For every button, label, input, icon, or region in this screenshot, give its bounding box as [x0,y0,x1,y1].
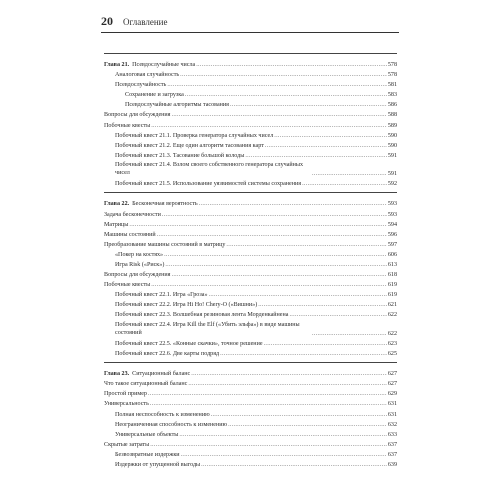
toc-leader-dots [302,181,387,187]
toc-entry-title: Побочный квест 21.4. Взлом своего собственного генератора случайных чисел [115,161,304,177]
toc-chapter-entry [104,367,397,377]
toc-entry-title: Побочный квест 22.2. Игра Hi Ho! Chery-O («Вишни») [115,302,258,309]
toc-entry [104,448,397,458]
toc-leader-dots [151,282,387,288]
toc-leader-dots [188,381,387,387]
toc-entry [104,208,397,218]
toc-page-number: 589 [387,122,397,129]
toc-leader-dots [289,312,386,318]
toc-page-number: 618 [387,272,397,279]
toc-entry-title: Неограниченная способность к изменению [115,421,228,428]
toc-page-number: 613 [387,261,397,268]
toc-chapter-number: Глава 22. [104,201,130,208]
toc-entry-title: Задача бесконечности [104,211,161,218]
toc-page-number: 590 [387,142,397,149]
toc-page-number: 594 [387,221,397,228]
toc-page-number: 623 [387,340,397,347]
toc-entry [104,347,397,357]
toc-entry [104,408,397,418]
toc-entry-title: Побочный квест 21.3. Тасование большой колоды [115,152,245,159]
toc-entry [104,387,397,397]
toc-page-number: 627 [387,381,397,388]
toc-page-number: 597 [387,241,397,248]
toc-chapter-heading [104,201,198,207]
toc-entry-title: Побочный квест 22.1. Игра «Гроза» [115,292,208,299]
toc-entry [104,68,397,78]
toc-page-number: 631 [387,411,397,418]
toc-entry-title: Побочный квест 22.5. «Конные скачки», точное решение [115,340,263,347]
toc-leader-dots [312,171,387,177]
toc-page-number: 619 [387,292,397,299]
toc-page-number: 583 [387,92,397,99]
toc-entry-title: Что такое ситуационный баланс [104,381,188,388]
toc-entry [104,129,397,139]
toc-leader-dots [162,212,387,218]
toc-leader-dots [150,401,387,407]
toc-entry [104,298,397,308]
toc-leader-dots [258,302,387,308]
running-title: Оглавление [123,17,168,27]
toc-chapter-title: Бесконечная вероятность [132,201,198,208]
toc-page-number: 591 [387,152,397,159]
toc-page-number: 629 [387,391,397,398]
toc-leader-dots [211,412,387,418]
toc-entry-title: Побочный квест 21.2. Еще один алгоритм тасования карт [115,142,264,149]
toc-page-number: 596 [387,231,397,238]
toc-page-number: 625 [387,351,397,358]
toc-entry-title: Полная неспособность к изменению [115,411,210,418]
toc-page-number: 631 [387,401,397,408]
chapter-divider [104,192,397,193]
toc-entry-title: Универсальность [104,401,149,408]
toc-entry-title: Побочный квест 21.1. Проверка генератора случайных чисел [115,132,274,139]
toc-leader-dots [157,232,387,238]
toc-entry-title: Издержки от упущенной выгоды [115,461,201,468]
toc-chapter-heading [104,371,190,377]
toc-page-number: 578 [387,62,397,68]
toc-leader-dots [201,462,387,468]
toc-chapter-number: Глава 21. [104,62,130,68]
chapter-divider [104,53,397,54]
toc-entry [104,278,397,288]
toc-leader-dots [179,432,387,438]
toc-entry-title: Побочный квест 21.5. Использование уязвимостей системы сохранения [115,181,302,188]
toc-entry-title: Побочный квест 22.3. Волшебная резиновая лента Морденкайнена [115,312,289,319]
toc-entry [104,319,397,337]
toc-page-number: 586 [387,102,397,109]
toc-entry [104,177,397,187]
table-of-contents [104,53,397,468]
toc-entry [104,78,397,88]
toc-page-number: 622 [387,330,397,337]
toc-entry [104,108,397,118]
toc-entry-title: Вопросы для обсуждения [104,272,171,279]
toc-leader-dots [180,72,387,78]
toc-entry-title: Псевдослучайные алгоритмы тасования [125,102,229,109]
toc-entry-title: Побочные квесты [104,122,151,129]
toc-entry-title: Скрытые затраты [104,441,150,448]
toc-entry [104,377,397,387]
toc-entry [104,228,397,238]
toc-leader-dots [148,391,387,397]
toc-entry-title: Машины состояний [104,231,156,238]
toc-page-number: 593 [387,201,397,208]
toc-leader-dots [230,102,387,108]
toc-entry-title: Аналоговая случайность [115,72,180,79]
toc-entry-title: «Покер на костях» [115,251,164,258]
toc-entry [104,458,397,468]
toc-entry [104,418,397,428]
toc-page-number: 588 [387,112,397,119]
toc-entry-title: Вопросы для обсуждения [104,112,171,119]
toc-entry-title: Побочные квесты [104,282,151,289]
toc-entry [104,428,397,438]
toc-leader-dots [181,452,387,458]
toc-chapter-number: Глава 23. [104,371,130,378]
toc-entry [104,238,397,248]
toc-leader-dots [226,242,386,248]
toc-leader-dots [245,153,387,159]
toc-page-number: 591 [387,171,397,178]
toc-entry [104,149,397,159]
toc-leader-dots [172,112,387,118]
chapter-divider [104,362,397,363]
toc-page-number: 637 [387,451,397,458]
toc-entry [104,159,397,177]
toc-chapter-title: Ситуационный баланс [132,371,191,378]
toc-page-number: 633 [387,431,397,438]
toc-entry-title: Побочный квест 22.4. Игра Kill the Elf («Убить эльфа») в виде машины состояний [115,321,300,336]
toc-page-number: 590 [387,132,397,139]
toc-page-number: 632 [387,421,397,428]
toc-page-number: 593 [387,211,397,218]
toc-entry [104,438,397,448]
toc-leader-dots [312,331,387,337]
toc-leader-dots [220,351,387,357]
toc-entry-title: Сохранение и загрузка [125,92,184,99]
toc-entry [104,139,397,149]
toc-page-number: 606 [387,251,397,258]
toc-leader-dots [164,252,387,258]
toc-entry [104,218,397,228]
toc-page-number: 622 [387,312,397,319]
toc-entry [104,258,397,268]
toc-entry [104,119,397,129]
toc-entry-title: Универсальные объекты [115,431,179,438]
toc-leader-dots [265,143,387,149]
toc-page-number: 627 [387,371,397,378]
toc-leader-dots [129,222,386,228]
toc-entry-title: Матрицы [104,221,129,228]
toc-chapter-heading [104,62,195,68]
toc-chapter-title: Псевдослучайные числа [132,62,196,68]
toc-entry-title: Безвозвратные издержки [115,451,180,458]
toc-leader-dots [199,201,387,207]
toc-page-number: 619 [387,282,397,289]
toc-page-number: 592 [387,181,397,188]
toc-entry [104,268,397,278]
toc-leader-dots [151,123,387,129]
toc-entry [104,288,397,298]
page-number: 20 [101,14,113,28]
toc-leader-dots [209,292,387,298]
toc-entry [104,308,397,318]
toc-entry [104,248,397,258]
toc-chapter-entry [104,197,397,207]
toc-entry-title: Простой пример [104,391,147,398]
toc-leader-dots [274,133,387,139]
toc-page-number: 621 [387,302,397,309]
toc-leader-dots [167,82,387,88]
page-header [101,14,399,33]
toc-leader-dots [228,422,387,428]
toc-entry-title: Побочный квест 22.6. Две карты подряд [115,351,220,358]
toc-page-number: 637 [387,441,397,448]
toc-entry [104,88,397,98]
toc-entry-title: Преобразование машины состояний в матрицу [104,241,226,248]
toc-leader-dots [264,341,387,347]
toc-leader-dots [150,442,387,448]
toc-chapter-entry [104,58,397,68]
toc-page-number: 639 [387,461,397,468]
toc-entry [104,98,397,108]
toc-leader-dots [196,62,387,68]
toc-page-number: 581 [387,82,397,89]
toc-leader-dots [185,92,387,98]
toc-entry-title: Игра Risk («Риск») [115,261,165,268]
toc-entry-title: Псевдослучайность [115,82,167,89]
toc-leader-dots [172,272,387,278]
toc-entry [104,397,397,407]
toc-page-number: 578 [387,72,397,79]
toc-entry [104,337,397,347]
toc-leader-dots [165,262,387,268]
toc-leader-dots [191,371,387,377]
